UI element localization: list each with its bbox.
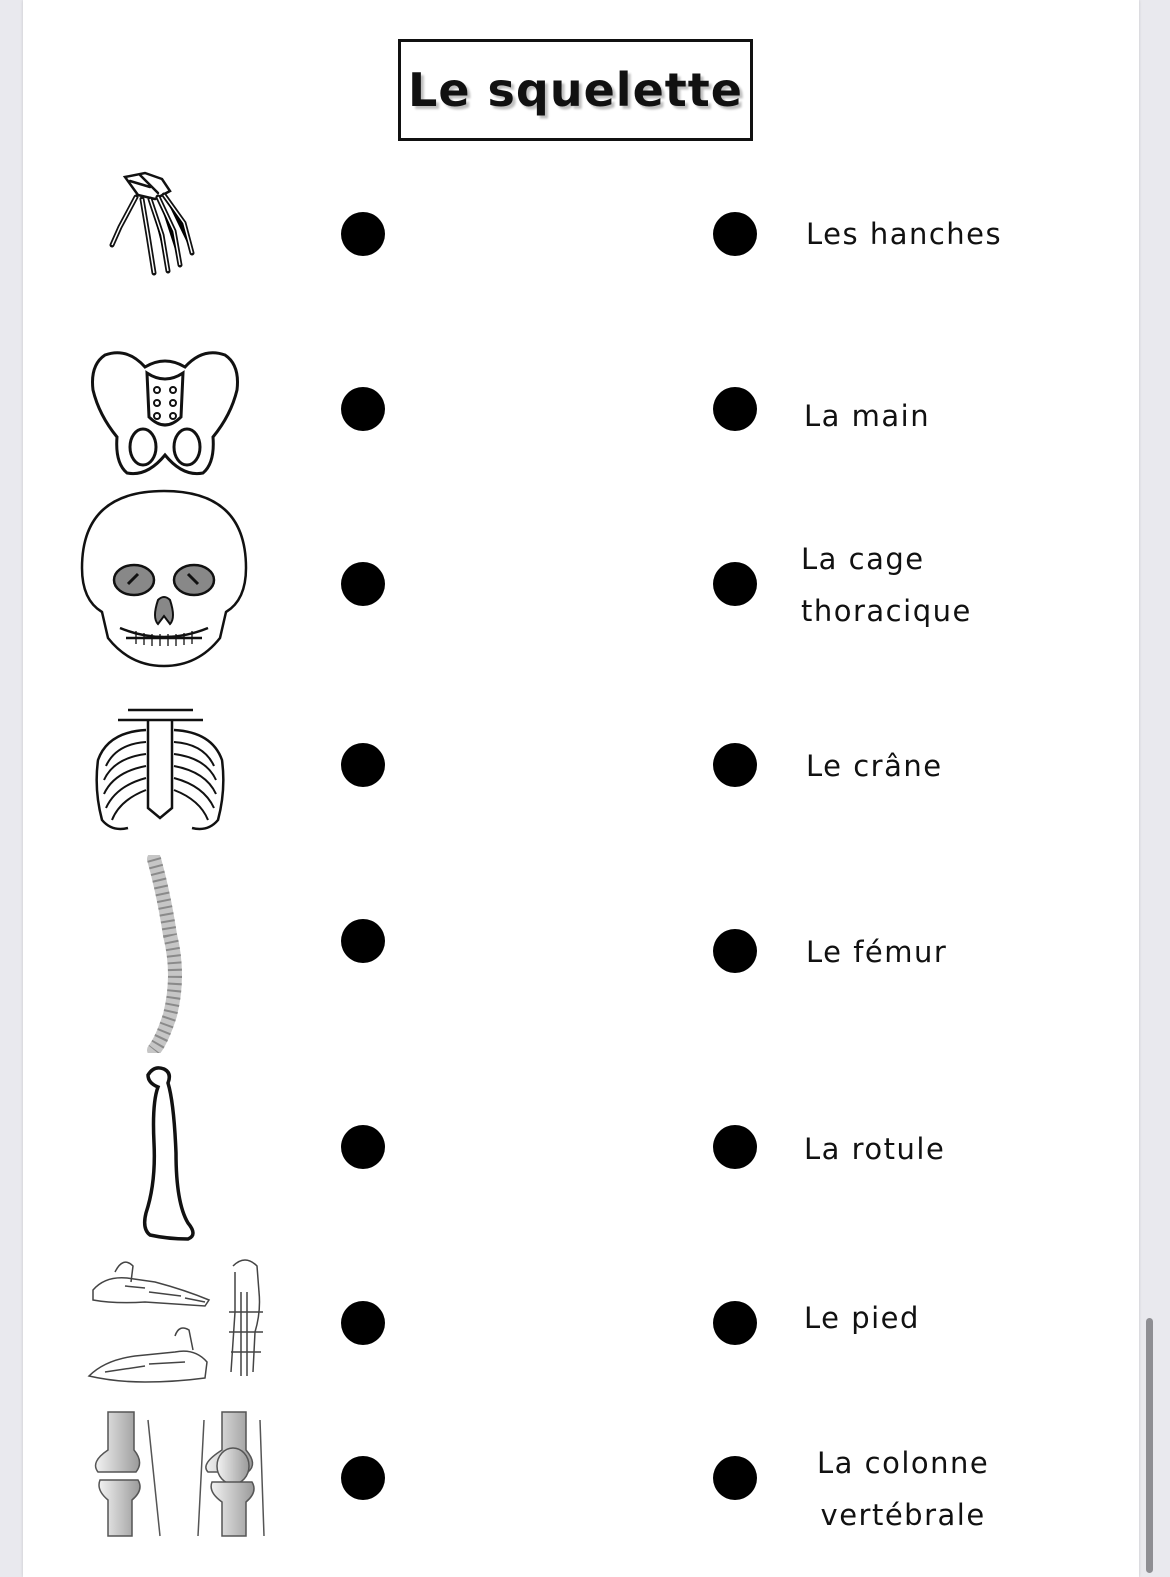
- label-le-pied: [804, 1292, 920, 1344]
- label-le-femur: [806, 926, 947, 978]
- label-la-rotule: [804, 1123, 945, 1175]
- left-match-dot-5[interactable]: [341, 919, 385, 963]
- pelvis-icon: [85, 345, 245, 480]
- scrollbar-thumb[interactable]: [1146, 1318, 1153, 1573]
- right-match-dot-8[interactable]: [713, 1456, 757, 1500]
- label-la-colonne-vertebrale: [817, 1437, 989, 1541]
- left-match-dot-7[interactable]: [341, 1301, 385, 1345]
- hand-bones-icon: [100, 165, 205, 280]
- label-line: Le fémur: [806, 935, 948, 969]
- femur-icon: [138, 1063, 208, 1241]
- left-match-dot-3[interactable]: [341, 562, 385, 606]
- label-le-crane: [806, 740, 943, 792]
- skull-icon: [78, 488, 250, 670]
- right-match-dot-5[interactable]: [713, 929, 757, 973]
- label-line: La cage: [801, 542, 925, 576]
- label-line: Les hanches: [806, 217, 1003, 251]
- left-match-dot-4[interactable]: [341, 743, 385, 787]
- left-match-dot-6[interactable]: [341, 1125, 385, 1169]
- spine-icon: [140, 855, 195, 1053]
- label-la-main: [804, 390, 930, 442]
- page-title: Le squelette: [408, 63, 743, 117]
- right-match-dot-1[interactable]: [713, 212, 757, 256]
- right-match-dot-2[interactable]: [713, 387, 757, 431]
- left-match-dot-8[interactable]: [341, 1456, 385, 1500]
- label-les-hanches: [806, 208, 1002, 260]
- label-line: vertébrale: [820, 1498, 986, 1532]
- label-la-cage-thoracique: [801, 533, 972, 637]
- label-line: Le crâne: [806, 749, 943, 783]
- left-match-dot-1[interactable]: [341, 212, 385, 256]
- scrollbar[interactable]: [1145, 0, 1155, 1577]
- foot-bones-icon: [85, 1252, 275, 1387]
- left-match-dot-2[interactable]: [341, 387, 385, 431]
- label-line: La main: [804, 399, 931, 433]
- label-line: thoracique: [801, 594, 972, 628]
- right-match-dot-7[interactable]: [713, 1301, 757, 1345]
- label-line: La rotule: [804, 1132, 946, 1166]
- knee-kneecap-icon: [88, 1410, 268, 1540]
- right-match-dot-3[interactable]: [713, 562, 757, 606]
- right-match-dot-6[interactable]: [713, 1125, 757, 1169]
- right-match-dot-4[interactable]: [713, 743, 757, 787]
- label-line: Le pied: [804, 1301, 920, 1335]
- rib-cage-icon: [88, 690, 233, 838]
- title-box: [398, 39, 753, 141]
- label-line: La colonne: [817, 1446, 990, 1480]
